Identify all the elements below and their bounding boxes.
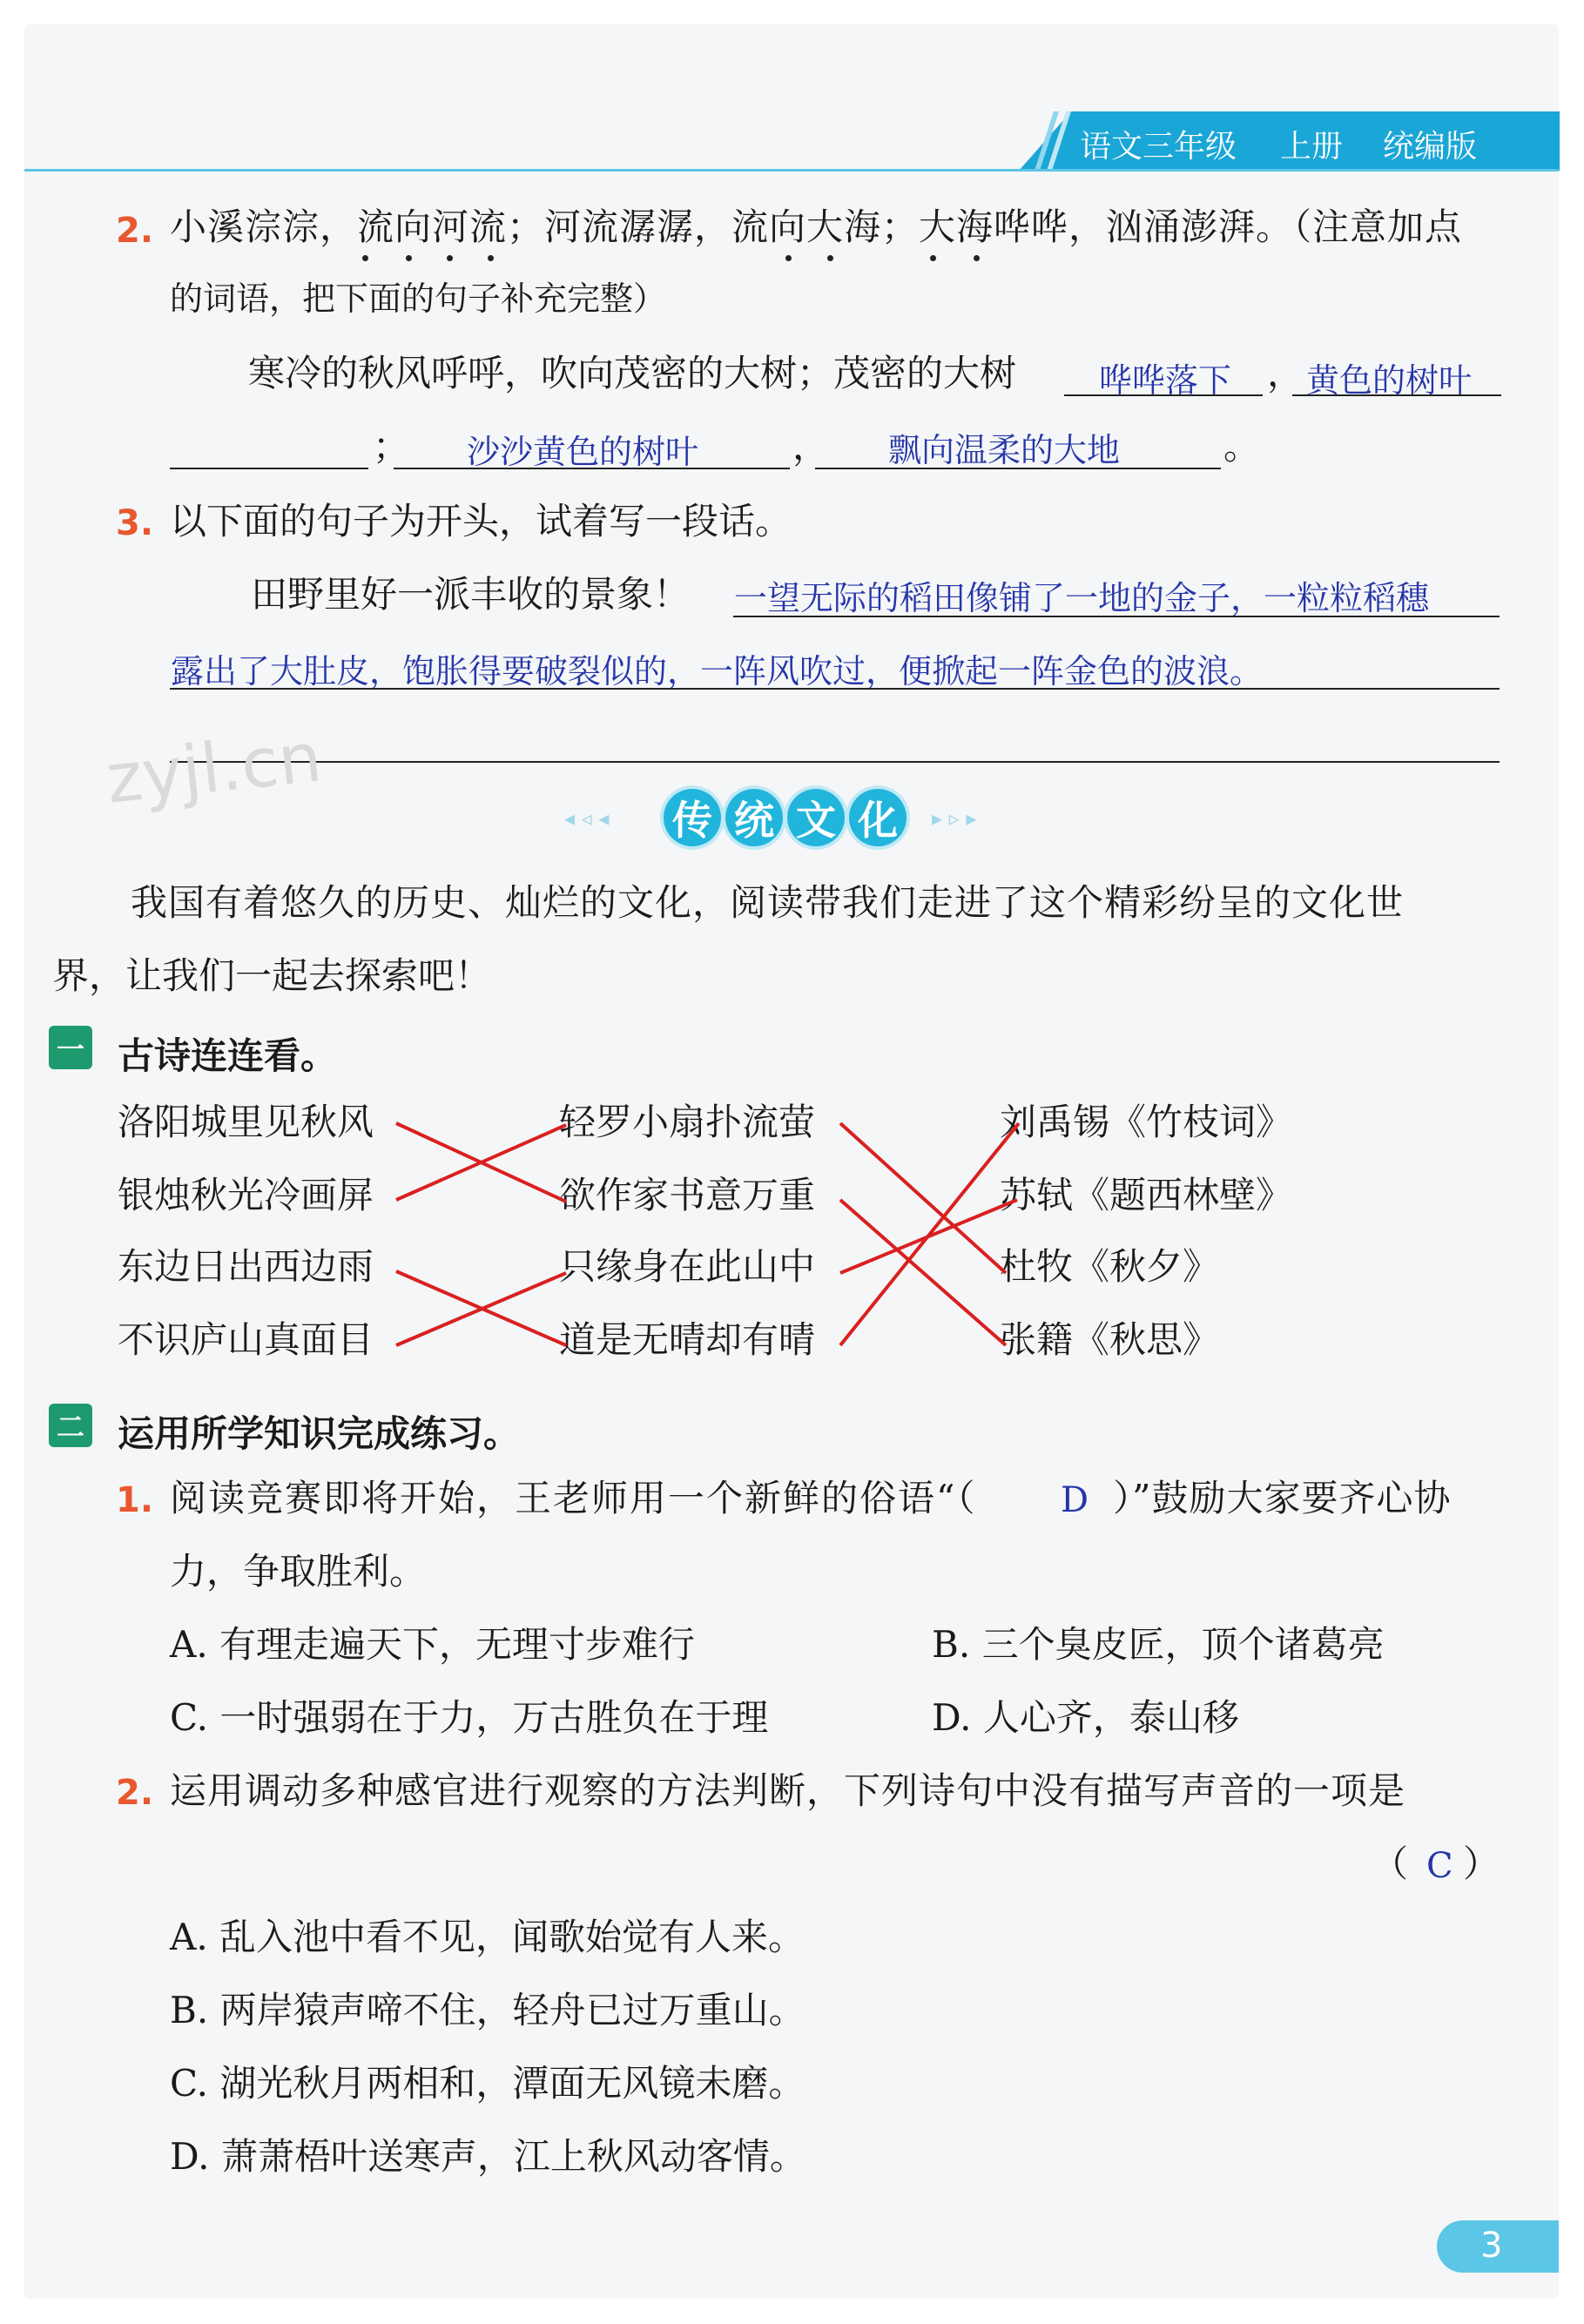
section2-badge: 二 [49, 1404, 92, 1447]
q3-prompt: 以下面的句子为开头，试着写一段话。 [170, 500, 792, 542]
left-arrows-icon: ◂ ◃ ◂ [564, 806, 610, 831]
s2-q1-line1-post: ）”鼓励大家要齐心协 [1113, 1477, 1452, 1519]
q2-comma2: ， [792, 425, 830, 468]
s2-q1-number: 1. [116, 1480, 154, 1520]
banner-char-3: 文 [787, 789, 845, 846]
q2-answer4: 飘向温柔的大地 [888, 431, 1121, 469]
section2-title: 运用所学知识完成练习。 [118, 1412, 521, 1455]
intro-line2: 界，让我们一起去探索吧！ [52, 954, 492, 997]
q2-answer2: 黄色的树叶 [1306, 361, 1473, 400]
header-edition: 统编版 [1383, 129, 1478, 165]
banner-char-4: 化 [849, 789, 907, 846]
page-number: 3 [1480, 2226, 1503, 2266]
poem-col1-item: 不识庐山真面目 [118, 1318, 374, 1361]
s2-q2-paren-open: （ [1372, 1842, 1409, 1885]
poem-col2-item: 只缘身在此山中 [559, 1245, 816, 1288]
intro-line1: 我国有着悠久的历史、灿烂的文化，阅读带我们走进了这个精彩纷呈的文化世 [131, 881, 1405, 924]
q2-number: 2. [116, 211, 154, 251]
banner-char-1: 传 [664, 789, 721, 846]
poem-author-item: 刘禹锡《竹枝词》 [1000, 1101, 1293, 1143]
poem-author-item: 杜牧《秋夕》 [1000, 1245, 1220, 1288]
s2-q1-line1-pre: 阅读竞赛即将开始，王老师用一个新鲜的俗语“（ [170, 1477, 977, 1519]
banner-char-2: 统 [725, 789, 783, 846]
s2-q1-answer: D [1061, 1480, 1089, 1520]
header-volume: 上册 [1280, 129, 1344, 165]
s2-q1-option-a: A. 有理走遍天下，无理寸步难行 [170, 1623, 696, 1666]
q3-answer-line1: 一望无际的稻田像铺了一地的金子，一粒粒稻穗 [734, 579, 1430, 617]
poem-col2-item: 道是无晴却有晴 [559, 1318, 816, 1361]
poem-col2-item: 轻罗小扇扑流萤 [559, 1101, 816, 1143]
q2-period: 。 [1223, 425, 1261, 468]
match-line [840, 1200, 1006, 1345]
q2-semicolon: ； [373, 425, 410, 468]
s2-q2-paren-close: ） [1463, 1842, 1500, 1885]
s2-q1-line2: 力，争取胜利。 [170, 1550, 427, 1593]
poem-author-item: 张籍《秋思》 [1000, 1318, 1220, 1361]
s2-q2-option-a: A. 乱入池中看不见，闻歌始觉有人来。 [170, 1916, 805, 1958]
q3-answer-line2: 露出了大肚皮，饱胀得要破裂似的，一阵风吹过，便掀起一阵金色的波浪。 [171, 652, 1264, 690]
q3-number: 3. [116, 503, 154, 543]
s2-q2-answer: C [1426, 1846, 1453, 1886]
q2-line3-prefix: 寒冷的秋风呼呼，吹向茂密的大树；茂密的大树 [248, 352, 1017, 394]
watermark: zyjl.cn [102, 718, 326, 819]
poem-col1-item: 银烛秋光冷画屏 [118, 1174, 374, 1216]
q2-line2: 的词语，把下面的句子补充完整） [170, 280, 667, 318]
q3-start: 田野里好一派丰收的景象！ [251, 573, 691, 616]
match-line [840, 1123, 1006, 1273]
match-line [840, 1123, 1019, 1345]
poem-author-item: 苏轼《题西林壁》 [1000, 1174, 1293, 1216]
header-subject: 语文三年级 [1080, 129, 1237, 165]
poem-col1-item: 洛阳城里见秋风 [118, 1101, 374, 1143]
s2-q1-option-b: B. 三个臭皮匠，顶个诸葛亮 [932, 1623, 1385, 1666]
s2-q1-option-d: D. 人心齐，泰山移 [932, 1696, 1239, 1739]
s2-q2-number: 2. [116, 1773, 154, 1813]
q2-answer3: 沙沙黄色的树叶 [467, 433, 699, 471]
s2-q2-option-b: B. 两岸猿声啼不住，轻舟已过万重山。 [170, 1989, 805, 2031]
s2-q2-option-c: C. 湖光秋月两相和，潭面无风镜未磨。 [170, 2062, 805, 2105]
s2-q1-option-c: C. 一时强弱在于力，万古胜负在于理 [170, 1696, 769, 1739]
q2-answer1: 哗哗落下 [1099, 361, 1232, 400]
s2-q2-line1: 运用调动多种感官进行观察的方法判断，下列诗句中没有描写声音的一项是 [170, 1769, 1406, 1812]
q2-line1: 小溪淙淙，流向河流；河流潺潺，流向大海；大海哗哗，汹涌澎湃。（注意加点 [170, 205, 1463, 248]
section1-title: 古诗连连看。 [118, 1034, 338, 1077]
right-arrows-icon: ▸ ▹ ▸ [932, 806, 977, 831]
poem-col1-item: 东边日出西边雨 [118, 1245, 374, 1288]
s2-q2-option-d: D. 萧萧梧叶送寒声，江上秋风动客情。 [170, 2135, 806, 2178]
poem-col2-item: 欲作家书意万重 [559, 1174, 816, 1216]
section1-badge: 一 [49, 1026, 92, 1069]
q2-comma1: ， [1267, 352, 1304, 394]
